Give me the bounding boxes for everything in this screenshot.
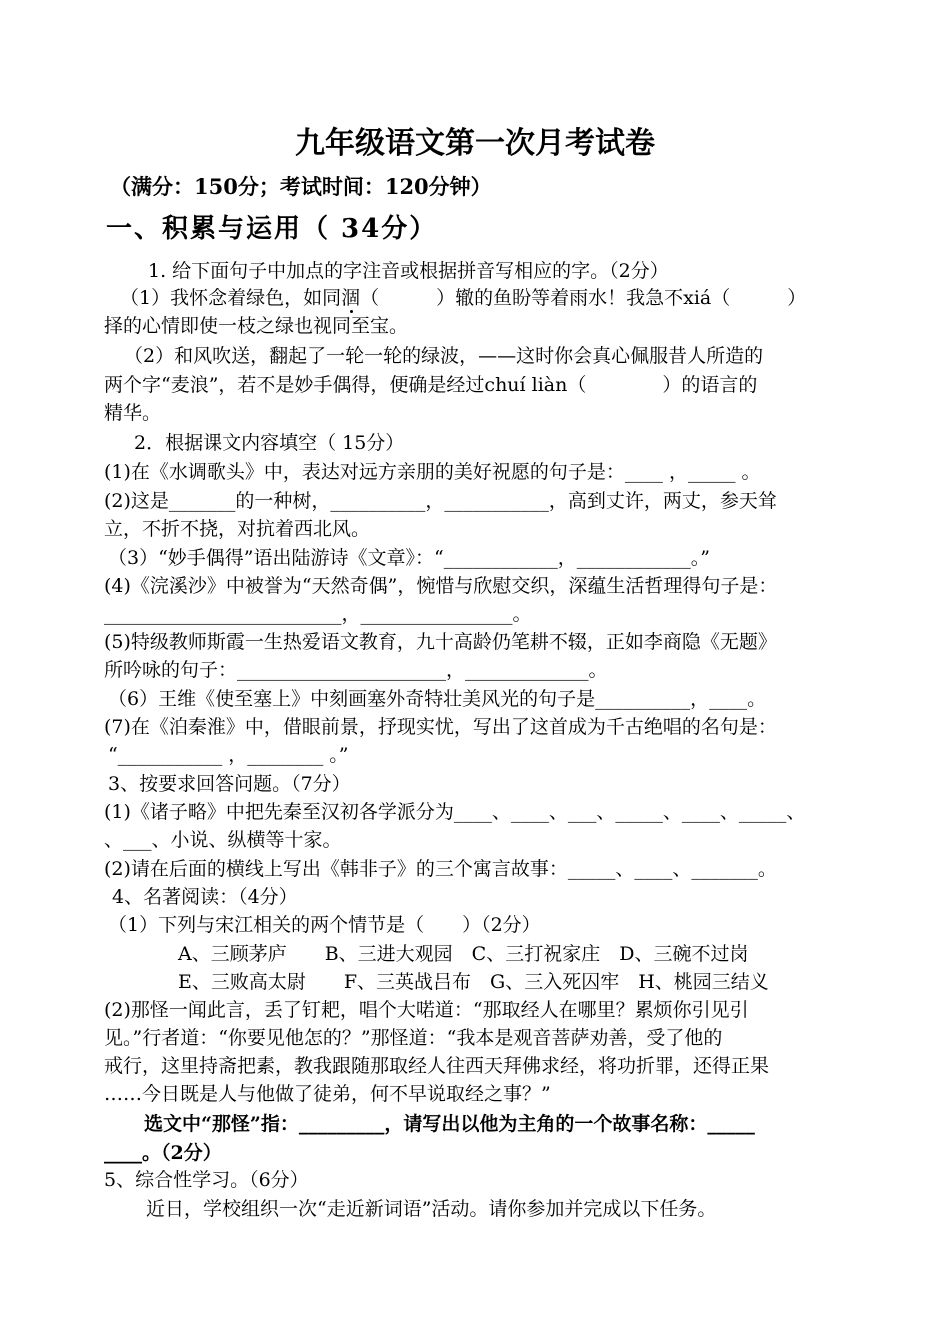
q4-question-line-2: ____。（2分）	[104, 1142, 222, 1164]
q4-options-row-2: E、三败高太尉 F、三英战吕布 G、三入死囚牢 H、桃园三结义	[178, 971, 769, 993]
q2-line-2: (2)这是_______的一种树，__________，___________，高到丈许，两丈，参天耸	[104, 490, 777, 512]
q2-line-9: （6）王维《使至塞上》中刻画塞外奇特壮美风光的句子是__________，____。	[108, 688, 767, 710]
q2-line-3: 立，不折不挠，对抗着西北风。	[104, 518, 371, 540]
q4-question-line-1: 选文中“那怪”指：_________，请写出以他为主角的一个故事名称：_____	[144, 1113, 755, 1135]
q4-passage-line-2: 见。”行者道：“你要见他怎的？”那怪道：“我本是观音菩萨劝善，受了他的	[104, 1027, 723, 1049]
q4-passage-line-4: ……今日既是人与他做了徒弟，何不早说取经之事？”	[104, 1083, 551, 1105]
q3-line-2: 、___、小说、纵横等十家。	[104, 829, 342, 851]
q2-line-4: （3）“妙手偶得”语出陆游诗《文章》：“____________，____________。”	[108, 547, 710, 569]
q2-line-10: (7)在《泊秦淮》中，借眼前景，抒现实忧，写出了这首成为千古绝唱的名句是：	[104, 716, 777, 738]
q5-stem: 5、综合性学习。（6分）	[104, 1169, 309, 1191]
q2-stem: 2．根据课文内容填空（ 15分）	[134, 432, 405, 454]
page-title: 九年级语文第一次月考试卷	[295, 126, 655, 161]
q4-line-1: （1）下列与宋江相关的两个情节是（ ）（2分）	[108, 914, 541, 936]
q1-sentence1	[120, 285, 806, 311]
q2-line-6: _________________________，________________。	[104, 603, 532, 625]
q1-s2-line2: 两个字“麦浪”，若不是妙手偶得，便确是经过chuí liàn（ ）的语言的	[104, 374, 758, 396]
q3-line-1: (1)《诸子略》中把先秦至汉初各学派分为____、____、___、_____、____、_____、	[104, 801, 806, 823]
dotted-character: 涸	[341, 287, 361, 309]
q2-line-8: 所吟咏的句子：______________________，_____________。	[104, 659, 608, 681]
q2-line-1: (1)在《水调歌头》中，表达对远方亲朋的美好祝愿的句子是：____ ，_____ 。	[104, 461, 761, 483]
q4-passage-line-1: (2)那怪一闻此言，丢了钉耙，唱个大喏道：“那取经人在哪里？累烦你引见引	[104, 999, 749, 1021]
q1-sentence2: （2）和风吹送，翻起了一轮一轮的绿波，——这时你会真心佩服昔人所造的	[124, 345, 764, 367]
exam-info: （满分：150分；考试时间：120分钟）	[110, 174, 492, 199]
q1-s2-line3: 精华。	[104, 402, 162, 424]
q3-stem: 3、按要求回答问题。（7分）	[108, 773, 351, 795]
q3-line-3: (2)请在后面的横线上写出《韩非子》的三个寓言故事：_____、____、_______。	[104, 858, 777, 880]
section-heading: 一、积累与运用（ 34分）	[106, 214, 438, 244]
q1-s1-continuation: 择的心情即使一枝之绿也视同至宝。	[104, 315, 409, 337]
q2-line-5: (4)《浣溪沙》中被誉为“天然奇偶”，惋惜与欣慰交织，深蕴生活哲理得句子是：	[104, 575, 778, 597]
q4-stem: 4、名著阅读：（4分）	[112, 886, 298, 908]
q4-options-row-1: A、三顾茅庐 B、三进大观园 C、三打祝家庄 D、三碗不过岗	[178, 943, 749, 965]
q2-line-7: (5)特级教师斯霞一生热爱语文教育，九十高龄仍笔耕不辍，正如李商隐《无题》	[104, 631, 777, 653]
q1-s1-text-a: （1）我怀念着绿色，如同	[120, 287, 342, 309]
q5-line-1: 近日，学校组织一次“走近新词语”活动。请你参加并完成以下任务。	[146, 1198, 717, 1220]
q4-passage-line-3: 戒行，这里持斋把素，教我跟随那取经人往西天拜佛求经，将功折罪，还得正果	[104, 1055, 770, 1077]
q1-s1-text-b: （ ）辙的鱼盼等着雨水！我急不xiá（ ）	[360, 287, 807, 309]
q1-stem: 1. 给下面句子中加点的字注音或根据拼音写相应的字。（2分）	[148, 260, 669, 282]
q2-line-11: “___________ ，________ 。”	[108, 744, 349, 766]
